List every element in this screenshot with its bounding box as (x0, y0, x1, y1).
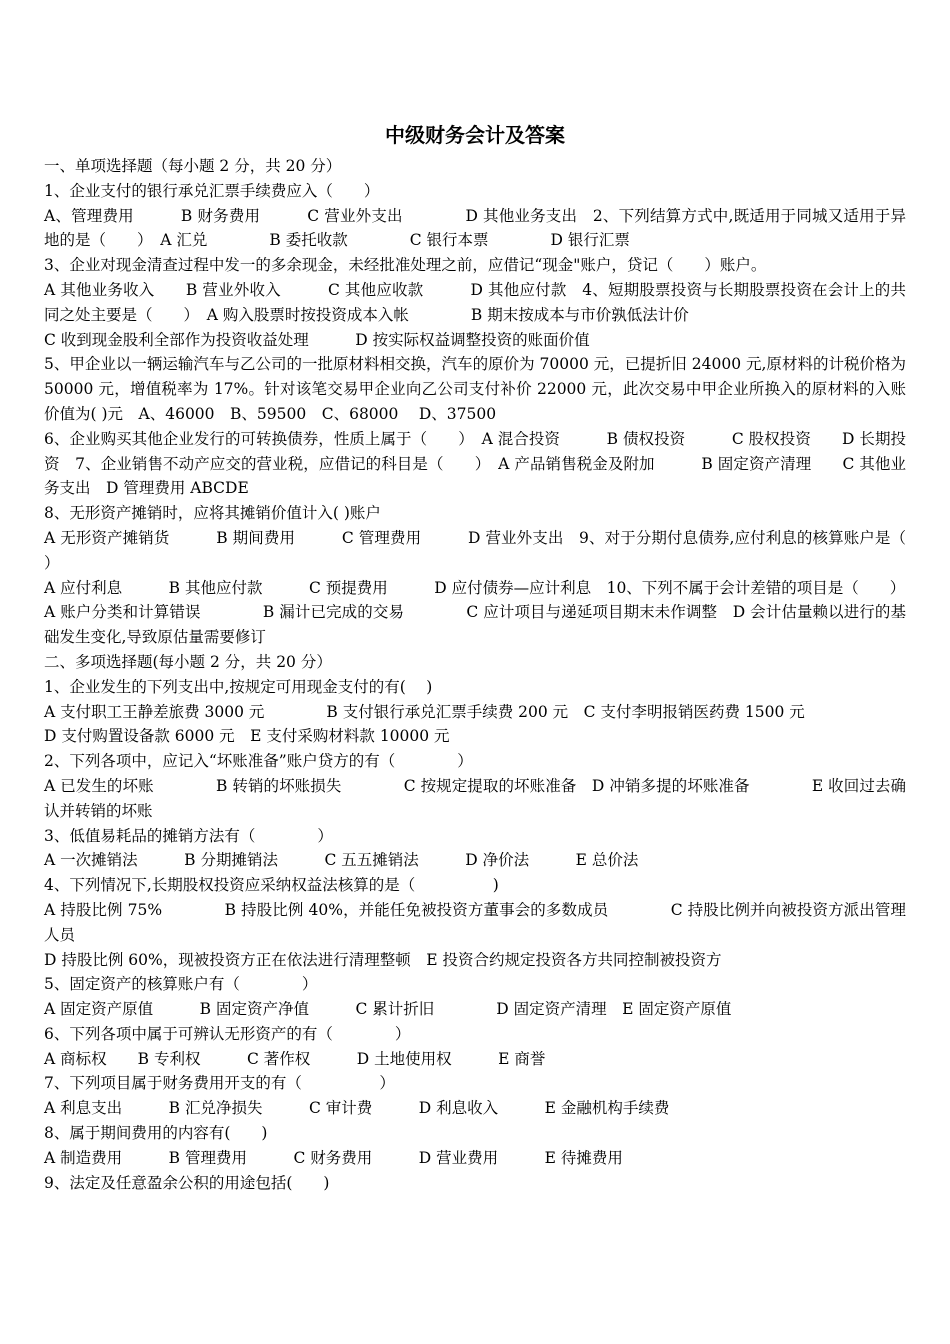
text-line: D 持股比例 60%，现被投资方正在依法进行清理整顿 E 投资合约规定投资各方共同控制被投资方 (44, 950, 722, 969)
text-line: A、管理费用 B 财务费用 C 营业外支出 D 其他业务支出 2、下列结算方式中,既适用于同城又适用于异地的是（ ） A 汇兑 B 委托收款 C 银行本票 D 银行汇票 (44, 206, 906, 250)
text-line: 9、法定及任意盈余公积的用途包括( ) (44, 1173, 330, 1192)
text-line: 8、无形资产摊销时，应将其摊销价值计入( )账户 (44, 504, 381, 523)
text-line: 6、企业购买其他企业发行的可转换债券，性质上属于（ ） A 混合投资 B 债权投资 C 股权投资 D 长期投资 7、企业销售不动产应交的营业税，应借记的科目是（ ） A 产品销售税金及附加 B 固定资产清理 C 其他业务支出 D 管理费用 ABCDE (44, 429, 906, 498)
text-line: 3、低值易耗品的摊销方法有（ ） (44, 826, 333, 845)
document-page (44, 118, 938, 1195)
text-line: A 支付职工王静差旅费 3000 元 B 支付银行承兑汇票手续费 200 元 C 支付李明报销医药费 1500 元 (44, 702, 805, 721)
text-line: 6、下列各项中属于可辨认无形资产的有（ ） (44, 1024, 411, 1043)
text-line: A 一次摊销法 B 分期摊销法 C 五五摊销法 D 净价法 E 总价法 (44, 851, 639, 870)
text-line: 1、企业支付的银行承兑汇票手续费应入（ ） (44, 181, 380, 200)
text-line: 二、多项选择题(每小题 2 分，共 20 分） (44, 652, 332, 671)
text-line: 一、单项选择题（每小题 2 分，共 20 分） (44, 157, 342, 175)
text-line: 5、固定资产的核算账户有（ ） (44, 975, 318, 994)
text-line: A 应付利息 B 其他应付款 C 预提费用 D 应付债券—应计利息 10、下列不属于会计差错的项目是（ ） (44, 578, 906, 597)
text-line: A 已发生的坏账 B 转销的坏账损失 C 按规定提取的坏账准备 D 冲销多提的坏账准备 E 收回过去确认并转销的坏账 (44, 776, 906, 820)
text-line: A 利息支出 B 汇兑净损失 C 审计费 D 利息收入 E 金融机构手续费 (44, 1099, 670, 1118)
text-line: 3、企业对现金清查过程中发一的多余现金，未经批准处理之前，应借记“现金"账户，贷记（ ）账户。 (44, 256, 767, 275)
text-line: 1、企业发生的下列支出中,按规定可用现金支付的有( ) (44, 677, 433, 696)
text-line: A 固定资产原值 B 固定资产净值 C 累计折旧 D 固定资产清理 E 固定资产原值 (44, 1000, 732, 1019)
text-line: 5、甲企业以一辆运输汽车与乙公司的一批原材料相交换，汽车的原价为 70000 元，已提折旧 24000 元,原材料的计税价格为 50000 元，增值税率为 17%。针对该笔交易甲企业向乙公司支付补价 22000 元，此次交易中甲企业所换入的原材料的入账价值为( )元 A、46000 B、59500 C、68000 D、37500 (44, 355, 906, 423)
text-line: 8、属于期间费用的内容有( ) (44, 1124, 268, 1143)
document-title: 中级财务会计及答案 (385, 123, 565, 147)
text-line: C 收到现金股利全部作为投资收益处理 D 按实际权益调整投资的账面价值 (44, 330, 590, 349)
text-line: A 持股比例 75% B 持股比例 40%，并能任免被投资方董事会的多数成员 C 持股比例并向被投资方派出管理人员 (44, 900, 906, 944)
document-body (44, 154, 938, 1195)
text-line: D 支付购置设备款 6000 元 E 支付采购材料款 10000 元 (44, 727, 450, 746)
text-line: A 无形资产摊销货 B 期间费用 C 管理费用 D 营业外支出 9、对于分期付息债券,应付利息的核算账户是（ ） (44, 528, 938, 572)
text-line: A 账户分类和计算错误 B 漏计已完成的交易 C 应计项目与递延项目期末未作调整 D 会计估量赖以进行的基础发生变化,导致原估量需要修订 (44, 603, 906, 647)
text-line: 7、下列项目属于财务费用开支的有（ ） (44, 1074, 395, 1093)
text-line: A 其他业务收入 B 营业外收入 C 其他应收款 D 其他应付款 4、短期股票投资与长期股票投资在会计上的共同之处主要是（ ） A 购入股票时按投资成本入帐 B 期末按成本与市价孰低法计价 (44, 280, 906, 324)
text-line: 2、下列各项中，应记入“坏账准备”账户贷方的有（ ） (44, 752, 473, 771)
text-line: A 商标权 B 专利权 C 著作权 D 土地使用权 E 商誉 (44, 1049, 546, 1068)
text-line: A 制造费用 B 管理费用 C 财务费用 D 营业费用 E 待摊费用 (44, 1148, 623, 1167)
text-line: 4、下列情况下,长期股权投资应采纳权益法核算的是（ ) (44, 876, 499, 895)
